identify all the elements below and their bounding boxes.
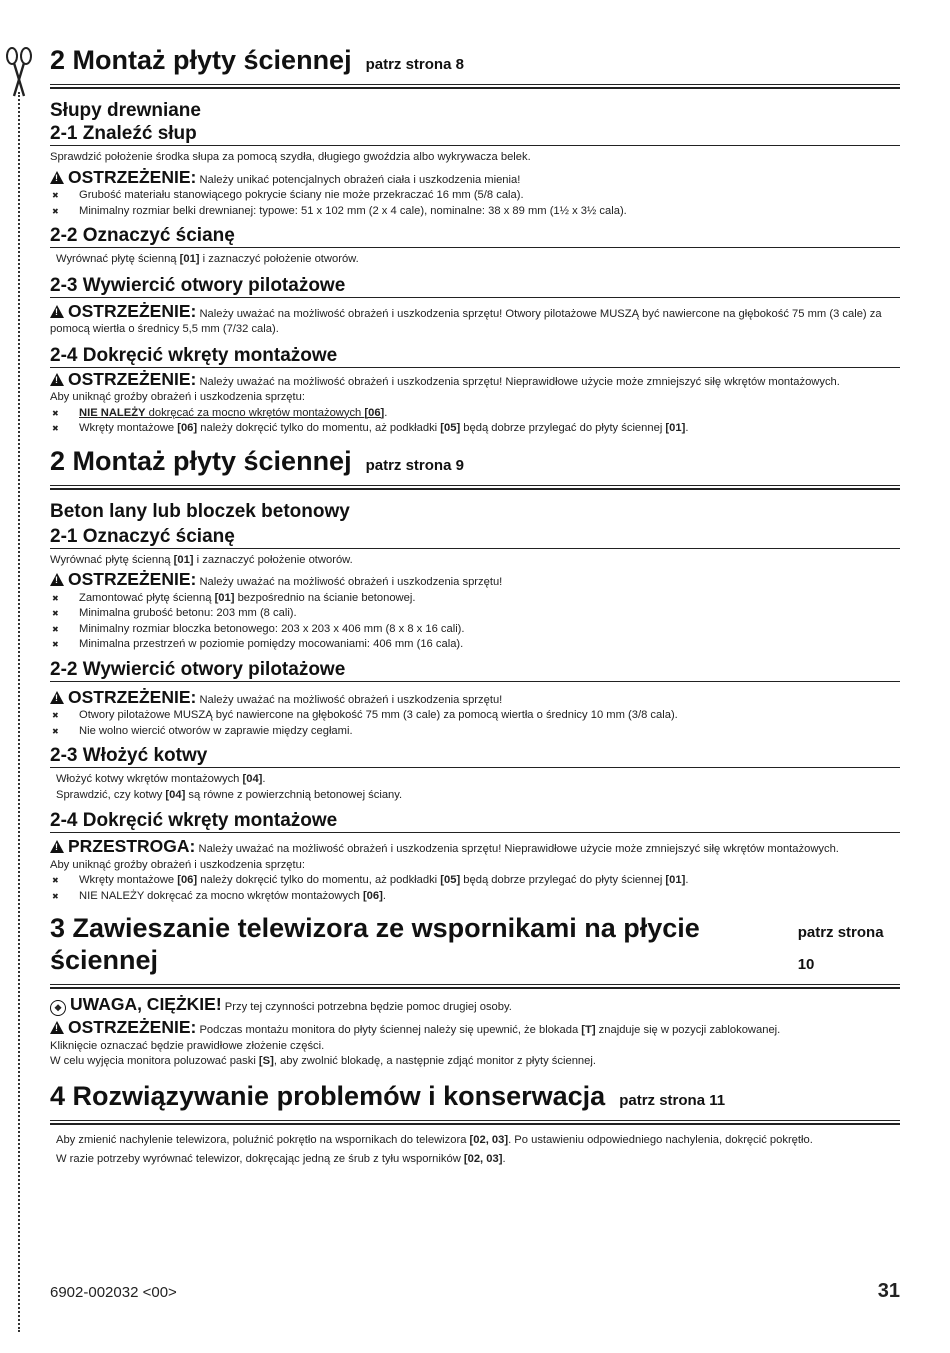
paragraph: Aby uniknąć groźby obrażeń i uszkodzenia sprzętu: (50, 858, 305, 871)
list-item (50, 421, 900, 437)
part-ref: [04] (165, 788, 186, 801)
warning-text: Należy uważać na możliwość obrażeń i uszkodzenia sprzętu! Otwory pilotażowe MUSZĄ być nawiercone na głębokość 75 mm (3 cale) za pomocą wiertła o średnicy 5,5 mm (7/32 cala). (50, 307, 882, 335)
text: Wkręty montażowe (79, 874, 178, 886)
part-ref: [06] (364, 406, 385, 419)
list-item: ✖ Nie wolno wiercić otworów w zaprawie między cegłami. (50, 724, 900, 740)
step-title: 2-4 Dokręcić wkręty montażowe (50, 810, 338, 831)
step-title: 2-2 Oznaczyć ścianę (50, 225, 235, 246)
paragraph: Sprawdzić położenie środka słupa za pomocą szydła, długiego gwoździa albo wykrywacza belek. (50, 151, 531, 163)
step-title: 2-3 Wywiercić otwory pilotażowe (50, 274, 346, 296)
rule (50, 767, 900, 768)
step-title: 2-1 Znaleźć słup (50, 123, 197, 144)
warning-label: OSTRZEŻENIE: (68, 368, 197, 389)
part-ref: [01] (665, 422, 686, 434)
part-ref: [02, 03] (469, 1133, 509, 1146)
paragraph (50, 788, 900, 804)
part-ref: [05] (440, 422, 461, 434)
double-rule (50, 1120, 900, 1125)
bullet-list (50, 708, 900, 739)
emphasis: NIE NALEŻY (79, 406, 146, 419)
double-rule (50, 84, 900, 89)
rule (50, 681, 900, 682)
subsection-title: Beton lany lub bloczek betonowy (50, 500, 350, 522)
text: bezpośrednio na ścianie betonowej. (234, 591, 416, 604)
part-ref: [01] (179, 253, 200, 265)
rule (50, 247, 900, 248)
paragraph (50, 553, 900, 569)
document-body (50, 44, 900, 1169)
paragraph (50, 1054, 900, 1070)
double-rule (50, 485, 900, 490)
warning-icon (50, 171, 64, 184)
text: Sprawdzić, czy kotwy (56, 788, 166, 801)
warning-text: Należy uważać na możliwość obrażeń i uszkodzenia sprzętu! Nieprawidłowe użycie może zmniejszyć siłę wkrętów montażowych. (199, 375, 840, 388)
part-ref: [06] (362, 889, 383, 902)
text: Zamontować płytę ścienną (79, 591, 215, 604)
warning (50, 300, 900, 338)
text: . (262, 773, 266, 785)
text: Włożyć kotwy wkrętów montażowych (56, 773, 243, 785)
step-title: 2-4 Dokręcić wkręty montażowe (50, 344, 338, 366)
section-title-text: 4 Rozwiązywanie problemów i konserwacja (50, 1080, 606, 1111)
caution (50, 836, 900, 858)
bullet-list (50, 873, 900, 904)
section-title (50, 1080, 900, 1117)
warning-label: OSTRZEŻENIE: (68, 686, 197, 707)
section-title (50, 445, 900, 482)
text: są równe z powierzchnią betonowej ściany. (185, 788, 403, 801)
warning (50, 569, 900, 591)
part-ref: [04] (242, 773, 263, 785)
warning-label: OSTRZEŻENIE: (68, 569, 197, 589)
list-item: ✖ Otwory pilotażowe MUSZĄ być nawiercone na głębokość 75 mm (3 cale) za pomocą wiertła o średnicy 10 mm (3/8 cala). (50, 708, 900, 724)
text: NIE NALEŻY dokręcać za mocno wkrętów montażowych (79, 889, 363, 902)
text: będą dobrze przylegać do płyty ściennej (460, 422, 666, 434)
paragraph (50, 252, 900, 268)
warning (50, 1017, 900, 1039)
part-ref: [01] (173, 553, 194, 566)
heavy-notice (50, 994, 900, 1016)
list-item (50, 406, 900, 422)
double-rule (50, 984, 900, 989)
text: i zaznaczyć położenie otworów. (199, 253, 359, 265)
page-ref: patrz strona 10 (797, 924, 884, 973)
warning-label: OSTRZEŻENIE: (68, 1017, 197, 1037)
step-title: 2-1 Oznaczyć ścianę (50, 525, 235, 547)
heavy-text: Przy tej czynności potrzebna będzie pomoc drugiej osoby. (224, 1001, 512, 1013)
part-ref: [01] (214, 591, 235, 604)
page-ref: patrz strona 8 (365, 56, 464, 73)
list-item (50, 889, 900, 905)
section-title (50, 44, 900, 81)
page-number: 31 (877, 1280, 900, 1302)
warning-icon (50, 305, 64, 318)
part-ref: [06] (177, 874, 198, 886)
warning-icon (50, 840, 64, 853)
text: W celu wyjęcia monitora poluzować paski (50, 1055, 259, 1067)
warning-text: znajduje się w pozycji zablokowanej. (595, 1024, 781, 1036)
list-item: ✖ Minimalny rozmiar bloczka betonowego: 203 x 203 x 406 mm (8 x 8 x 16 cali). (50, 622, 900, 638)
text: . (685, 874, 689, 886)
list-item: ✖ Minimalna grubość betonu: 203 mm (8 cali). (50, 606, 900, 622)
part-ref: [S] (258, 1055, 274, 1067)
cut-line (18, 92, 20, 1332)
heavy-label: UWAGA, CIĘŻKIE! (70, 994, 222, 1014)
rule (50, 832, 900, 833)
part-ref: [02, 03] (463, 1152, 503, 1165)
warning-text: Podczas montażu monitora do płyty ściennej należy się upewnić, że blokada (199, 1024, 582, 1036)
warning (50, 166, 900, 189)
text: należy dokręcić tylko do momentu, aż podkładki (197, 422, 441, 434)
list-item (50, 591, 900, 607)
document-code: 6902-002032 <00> (50, 1284, 177, 1301)
page-ref: patrz strona 9 (365, 456, 464, 474)
warning-label: OSTRZEŻENIE: (68, 166, 197, 187)
rule (50, 367, 900, 368)
text: Wkręty montażowe (79, 422, 178, 434)
paragraph (50, 1131, 900, 1150)
text: Aby zmienić nachylenie telewizora, poluźnić pokrętło na wspornikach do telewizora (56, 1133, 470, 1146)
page-ref: patrz strona 11 (619, 1091, 726, 1109)
subsection-title: Słupy drewniane (50, 100, 201, 121)
text: należy dokręcić tylko do momentu, aż podkładki (197, 874, 441, 886)
text: będą dobrze przylegać do płyty ściennej (460, 874, 666, 886)
warning-icon (50, 691, 64, 704)
warning (50, 368, 900, 391)
text: W razie potrzeby wyrównać telewizor, dokręcając jedną ze śrub z tyłu wsporników (56, 1152, 464, 1165)
step-title: 2-2 Wywiercić otwory pilotażowe (50, 658, 346, 680)
warning-icon (50, 1021, 64, 1034)
caution-text: Należy uważać na możliwość obrażeń i uszkodzenia sprzętu! Nieprawidłowe użycie może zmniejszyć siłę wkrętów montażowych. (198, 843, 839, 855)
paragraph: Aby uniknąć groźby obrażeń i uszkodzenia sprzętu: (50, 391, 305, 403)
section-title (50, 912, 900, 981)
text: . (685, 422, 689, 434)
paragraph (50, 1150, 900, 1169)
two-person-icon: ❖ (50, 1000, 66, 1016)
bullet-list (50, 188, 900, 219)
part-ref: [T] (581, 1024, 596, 1036)
text: . (502, 1152, 506, 1165)
step-title: 2-3 Włożyć kotwy (50, 745, 208, 766)
text: . Po ustawieniu odpowiedniego nachylenia, dokręcić pokrętło. (508, 1133, 813, 1146)
section-title-text: 3 Zawieszanie telewizora ze wspornikami na płycie ściennej (50, 913, 700, 975)
list-item: ✖ Minimalna przestrzeń w poziomie pomiędzy mocowaniami: 406 mm (16 cala). (50, 637, 900, 653)
paragraph (50, 772, 900, 788)
rule (50, 548, 900, 549)
rule (50, 145, 900, 146)
caution-label: PRZESTROGA: (68, 836, 196, 856)
scissors-icon (4, 46, 34, 98)
warning-text: Należy unikać potencjalnych obrażeń ciała i uszkodzenia mienia! (199, 173, 521, 186)
warning-icon (50, 573, 64, 586)
list-item: ✖ Grubość materiału stanowiącego pokrycie ściany nie może przekraczać 16 mm (5/8 cala). (50, 188, 900, 204)
warning-text: Należy uważać na możliwość obrażeń i uszkodzenia sprzętu! (199, 576, 503, 588)
bullet-list (50, 591, 900, 653)
text: Wyrównać płytę ścienną (50, 553, 174, 566)
section-title-text: 2 Montaż płyty ściennej (50, 445, 352, 476)
text: Wyrównać płytę ścienną (56, 253, 180, 265)
text: . (382, 889, 386, 902)
list-item (50, 873, 900, 889)
section-title-text: 2 Montaż płyty ściennej (50, 45, 352, 75)
warning-icon (50, 373, 64, 386)
warning (50, 686, 900, 709)
text: . (384, 406, 388, 419)
part-ref: [06] (177, 422, 198, 434)
part-ref: [05] (440, 874, 461, 886)
paragraph: Kliknięcie oznaczać będzie prawidłowe złożenie części. (50, 1039, 325, 1052)
list-item: ✖ Minimalny rozmiar belki drewnianej: typowe: 51 x 102 mm (2 x 4 cale), nominalne: 38 x 89 mm (1½ x 3½ cala). (50, 204, 900, 220)
bullet-list (50, 406, 900, 437)
warning-text: Należy uważać na możliwość obrażeń i uszkodzenia sprzętu! (199, 693, 503, 706)
warning-label: OSTRZEŻENIE: (68, 300, 197, 321)
rule (50, 297, 900, 298)
text: dokręcać za mocno wkrętów montażowych (145, 406, 365, 419)
text: i zaznaczyć położenie otworów. (193, 553, 353, 566)
part-ref: [01] (665, 874, 686, 886)
text: , aby zwolnić blokadę, a następnie zdjąć monitor z płyty ściennej. (273, 1055, 596, 1067)
